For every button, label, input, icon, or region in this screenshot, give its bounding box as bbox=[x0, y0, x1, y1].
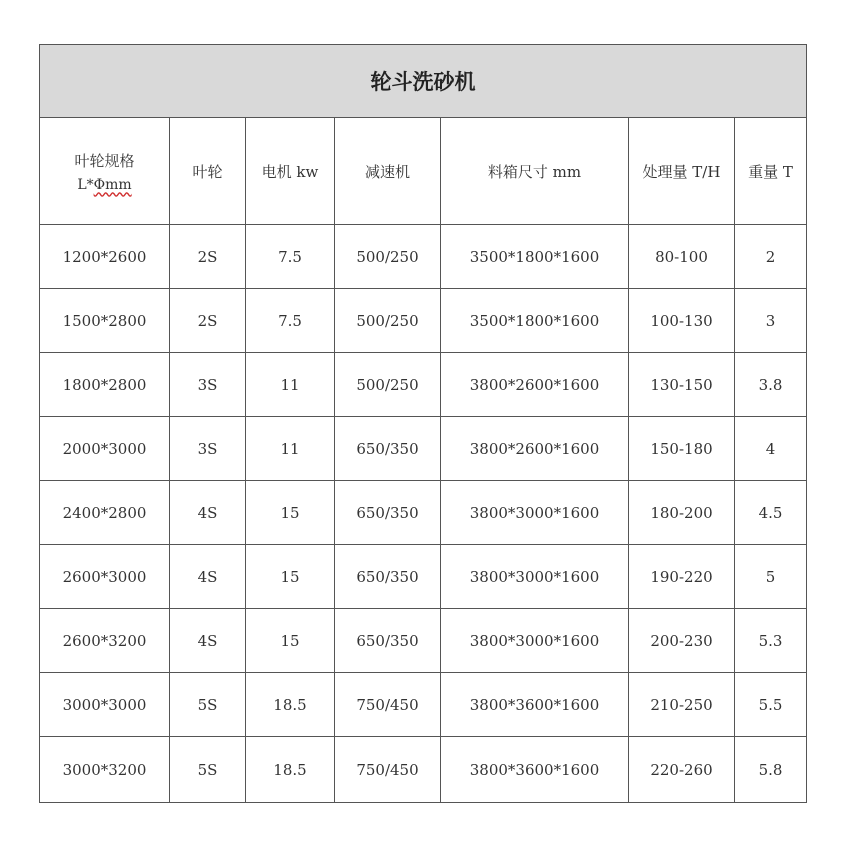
impeller-cell: 3S bbox=[170, 417, 246, 481]
motor-cell: 11 bbox=[246, 353, 335, 417]
weight-cell: 2 bbox=[735, 225, 807, 289]
impeller-cell: 4S bbox=[170, 545, 246, 609]
header-capacity: 处理量 T/H bbox=[629, 118, 735, 225]
weight-cell: 5.3 bbox=[735, 609, 807, 673]
weight-cell: 4 bbox=[735, 417, 807, 481]
reducer-cell: 750/450 bbox=[335, 673, 441, 737]
table-row bbox=[40, 673, 807, 737]
impeller-cell: 5S bbox=[170, 737, 246, 803]
table-row bbox=[40, 737, 807, 803]
table-body bbox=[40, 225, 807, 803]
tank-size-cell: 3500*1800*1600 bbox=[441, 289, 629, 353]
table-row bbox=[40, 353, 807, 417]
motor-cell: 11 bbox=[246, 417, 335, 481]
weight-cell: 4.5 bbox=[735, 481, 807, 545]
motor-cell: 7.5 bbox=[246, 225, 335, 289]
tank-size-cell: 3800*3600*1600 bbox=[441, 673, 629, 737]
motor-cell: 15 bbox=[246, 609, 335, 673]
weight-cell: 5.5 bbox=[735, 673, 807, 737]
capacity-cell: 220-260 bbox=[629, 737, 735, 803]
table-row bbox=[40, 417, 807, 481]
table-title: 轮斗洗砂机 bbox=[40, 45, 807, 118]
capacity-cell: 200-230 bbox=[629, 609, 735, 673]
reducer-cell: 500/250 bbox=[335, 353, 441, 417]
capacity-cell: 130-150 bbox=[629, 353, 735, 417]
title-row bbox=[40, 45, 807, 118]
table-row bbox=[40, 481, 807, 545]
impeller-cell: 5S bbox=[170, 673, 246, 737]
header-row bbox=[40, 118, 807, 225]
reducer-cell: 500/250 bbox=[335, 225, 441, 289]
tank-size-cell: 3800*3000*1600 bbox=[441, 481, 629, 545]
header-spec-line2 bbox=[40, 177, 169, 193]
impeller-cell: 2S bbox=[170, 225, 246, 289]
table-row bbox=[40, 545, 807, 609]
reducer-cell: 650/350 bbox=[335, 481, 441, 545]
header-reducer: 减速机 bbox=[335, 118, 441, 225]
reducer-cell: 500/250 bbox=[335, 289, 441, 353]
impeller-cell: 4S bbox=[170, 481, 246, 545]
spec-cell: 1500*2800 bbox=[40, 289, 170, 353]
spec-cell: 1200*2600 bbox=[40, 225, 170, 289]
impeller-cell: 3S bbox=[170, 353, 246, 417]
reducer-cell: 750/450 bbox=[335, 737, 441, 803]
reducer-cell: 650/350 bbox=[335, 417, 441, 481]
reducer-cell: 650/350 bbox=[335, 609, 441, 673]
motor-cell: 18.5 bbox=[246, 737, 335, 803]
spec-cell: 2000*3000 bbox=[40, 417, 170, 481]
spec-cell: 2600*3200 bbox=[40, 609, 170, 673]
spec-cell: 3000*3000 bbox=[40, 673, 170, 737]
header-spec-line1: 叶轮规格 bbox=[74, 151, 135, 170]
tank-size-cell: 3800*3000*1600 bbox=[441, 545, 629, 609]
header-tank-size: 料箱尺寸 mm bbox=[441, 118, 629, 225]
tank-size-cell: 3800*2600*1600 bbox=[441, 417, 629, 481]
header-spec-prefix: L* bbox=[77, 176, 94, 193]
reducer-cell: 650/350 bbox=[335, 545, 441, 609]
header-motor: 电机 kw bbox=[246, 118, 335, 225]
motor-cell: 15 bbox=[246, 481, 335, 545]
table-row bbox=[40, 225, 807, 289]
header-impeller: 叶轮 bbox=[170, 118, 246, 225]
capacity-cell: 80-100 bbox=[629, 225, 735, 289]
spec-cell: 2600*3000 bbox=[40, 545, 170, 609]
tank-size-cell: 3800*3600*1600 bbox=[441, 737, 629, 803]
motor-cell: 18.5 bbox=[246, 673, 335, 737]
capacity-cell: 100-130 bbox=[629, 289, 735, 353]
spec-cell: 2400*2800 bbox=[40, 481, 170, 545]
spec-cell: 3000*3200 bbox=[40, 737, 170, 803]
capacity-cell: 190-220 bbox=[629, 545, 735, 609]
motor-cell: 15 bbox=[246, 545, 335, 609]
weight-cell: 5.8 bbox=[735, 737, 807, 803]
header-weight: 重量 T bbox=[735, 118, 807, 225]
capacity-cell: 180-200 bbox=[629, 481, 735, 545]
impeller-cell: 2S bbox=[170, 289, 246, 353]
weight-cell: 3.8 bbox=[735, 353, 807, 417]
tank-size-cell: 3800*3000*1600 bbox=[441, 609, 629, 673]
tank-size-cell: 3800*2600*1600 bbox=[441, 353, 629, 417]
capacity-cell: 210-250 bbox=[629, 673, 735, 737]
weight-cell: 3 bbox=[735, 289, 807, 353]
table-row bbox=[40, 289, 807, 353]
weight-cell: 5 bbox=[735, 545, 807, 609]
header-spec bbox=[40, 118, 170, 225]
impeller-cell: 4S bbox=[170, 609, 246, 673]
table-row bbox=[40, 609, 807, 673]
capacity-cell: 150-180 bbox=[629, 417, 735, 481]
header-spec-underlined: Φmm bbox=[93, 176, 132, 193]
motor-cell: 7.5 bbox=[246, 289, 335, 353]
tank-size-cell: 3500*1800*1600 bbox=[441, 225, 629, 289]
spec-cell: 1800*2800 bbox=[40, 353, 170, 417]
spec-table bbox=[39, 44, 807, 803]
